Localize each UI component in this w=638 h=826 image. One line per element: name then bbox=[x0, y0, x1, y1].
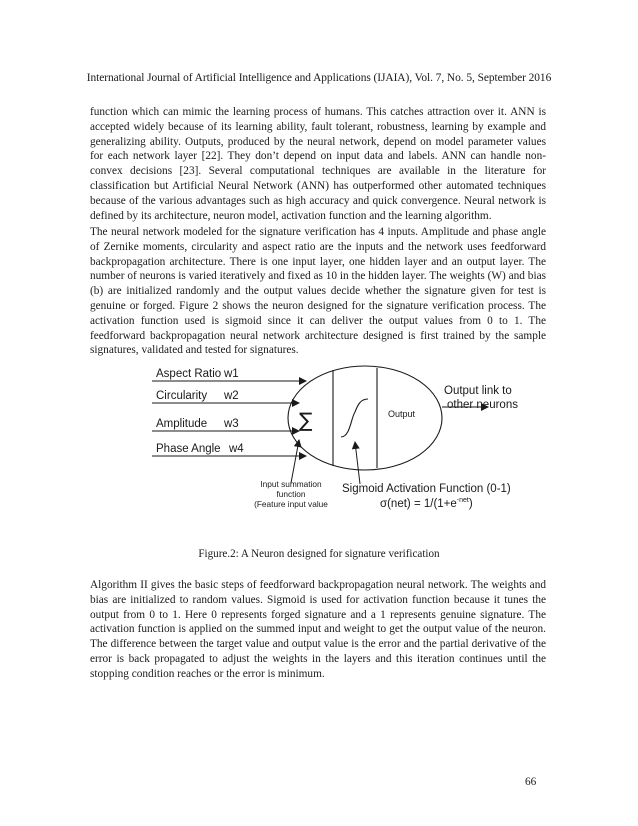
sigmoid-pointer bbox=[355, 442, 360, 484]
journal-header: International Journal of Artificial Intelligence and Applications (IJAIA), Vol. 7, No. 5, September 2016 bbox=[86, 72, 552, 84]
summation-caption-3: (Feature input value bbox=[254, 499, 328, 509]
neuron-diagram bbox=[0, 360, 638, 530]
sigmoid-formula-close: ) bbox=[468, 498, 473, 510]
neuron-figure bbox=[0, 360, 638, 530]
paragraph-2: The neural network modeled for the signature verification has 4 inputs. Amplitude and phase angle of Zernike moments, circularity and aspect ratio are the inputs and the network uses feedforward backpropagation architecture. There is one input layer, one hidden layer and an output layer. The number of neurons is varied iteratively and fixed as 10 in the hidden layer. The weights (W) and bias (b) are initialized randomly and the output values decide whether the signature given for test is genuine or forged. Figure 2 shows the neuron designed for the signature verification process. The activation function used is sigmoid since it can deliver the output values from 0 to 1. The feedforward backpropagation neural network architecture designed is first trained by the sample signatures, validated and tested for signatures. bbox=[90, 226, 546, 357]
input-label-1: Aspect Ratio bbox=[156, 368, 222, 380]
sigmoid-formula-sup: -net bbox=[456, 497, 469, 504]
paragraph-1: function which can mimic the learning process of humans. This catches attraction over it. ANN is accepted widely because of its learning ability, fault tolerant, robustness, learning by example and generalizing ability. Outputs, produced by the neural network, depend on model parameter values for each network layer [22]. They don’t depend on input data and labels. ANN can handle non-convex decisions [23]. Several computational techniques are available in the literature for classification but Artificial Neural Network (ANN) has outperformed other automated techniques because of the various advantages such as high accuracy and quick convergence. Neural network is defined by its architecture, neuron model, activation function and the learning algorithm. bbox=[90, 106, 546, 222]
weight-label-3: w3 bbox=[224, 418, 239, 430]
sum-symbol: ∑ bbox=[299, 408, 313, 432]
weight-label-2: w2 bbox=[224, 390, 239, 402]
sigmoid-formula-main: σ(net) = 1/(1+e bbox=[380, 498, 457, 510]
input-label-2: Circularity bbox=[156, 390, 208, 402]
page-number: 66 bbox=[525, 776, 537, 788]
sigmoid-title: Sigmoid Activation Function (0-1) bbox=[342, 483, 511, 495]
output-link-line-1: Output link to bbox=[444, 385, 512, 397]
output-link-line-2: other neurons bbox=[447, 399, 518, 411]
paragraph-3: Algorithm II gives the basic steps of feedforward backpropagation neural network. The weights and bias are initialized to random values. Sigmoid is used for activation function because it tunes the output from 0 to 1. Here 0 represents forged signature and a 1 represents genuine signature. The activation function is applied on the summed input and weight to get the output value of the neuron. The difference between the target value and output value is the error and the partial derivative of the error is back propagated to adjust the weights in the layers and this iteration continues until the stopping condition reaches or the error is minimum. bbox=[90, 579, 546, 680]
input-label-4: Phase Angle bbox=[156, 443, 221, 455]
weight-label-4: w4 bbox=[229, 443, 244, 455]
summation-pointer bbox=[291, 440, 299, 483]
summation-caption-1: Input summation bbox=[260, 479, 322, 489]
output-label: Output bbox=[388, 409, 416, 419]
sigmoid-formula bbox=[380, 497, 473, 510]
sigmoid-curve-icon bbox=[341, 399, 368, 437]
figure-caption: Figure.2: A Neuron designed for signature verification bbox=[198, 548, 440, 560]
weight-label-1: w1 bbox=[224, 368, 239, 380]
summation-caption-2: function bbox=[276, 489, 306, 499]
input-label-3: Amplitude bbox=[156, 418, 208, 430]
